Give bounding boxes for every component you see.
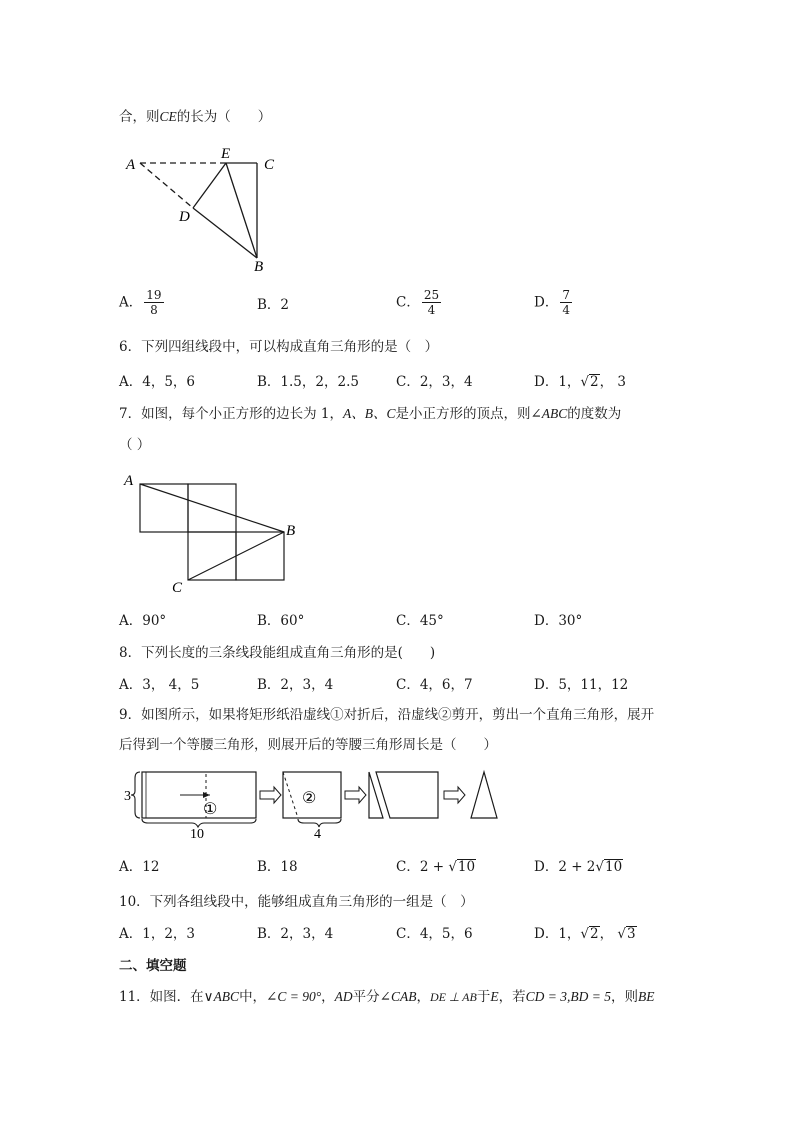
q5-option-c[interactable]: C． $\frac{25}{4}$: [396, 288, 440, 317]
q10-option-b[interactable]: B．2，3，4: [257, 926, 334, 942]
q9-cut-label: 4: [314, 827, 321, 842]
q10-stem: 10．下列各组线段中，能够组成直角三角形的一组是（ ）: [119, 894, 474, 910]
q7-label-b: B: [286, 523, 296, 539]
q9-mark2: ②: [302, 790, 317, 807]
q7-option-a[interactable]: A．90°: [119, 613, 167, 629]
q9-mark1: ①: [203, 801, 218, 818]
q9-option-b[interactable]: B．18: [257, 859, 298, 875]
q6-option-b[interactable]: B．1.5，2，2.5: [257, 374, 359, 390]
q7-stem-line2: （ ）: [119, 437, 151, 453]
q8-stem: 8．下列长度的三条线段能组成直角三角形的是( ): [119, 645, 436, 661]
q7-option-b[interactable]: B．60°: [257, 613, 305, 629]
q7-stem: 7．如图，每个小正方形的边长为 1，A、B、C是小正方形的顶点，则∠ABC的度数为: [119, 406, 622, 422]
q9-folding-figure: [118, 766, 508, 844]
q5-figure: [118, 140, 288, 275]
q9-stem-line1: 9．如图所示，如果将矩形纸沿虚线①对折后，沿虚线②剪开，剪出一个直角三角形，展开: [119, 707, 655, 723]
q8-option-b[interactable]: B．2，3，4: [257, 677, 334, 693]
q6-option-c[interactable]: C．2，3，4: [396, 374, 473, 390]
q10-option-d[interactable]: D．1，√2， √3: [534, 926, 636, 942]
q9-stem-line2: 后得到一个等腰三角形，则展开后的等腰三角形周长是（ ）: [119, 737, 497, 753]
q5-option-a[interactable]: A． $\frac{19}{8}$: [119, 288, 162, 317]
q10-option-a[interactable]: A．1，2，3: [119, 926, 196, 942]
q5-stem: 合，则CE的长为（ ）: [119, 109, 272, 125]
q7-option-c[interactable]: C．45°: [396, 613, 444, 629]
q9-width-label: 10: [190, 827, 204, 842]
q5-label-d: D: [179, 209, 190, 225]
q10-option-c[interactable]: C．4，5，6: [396, 926, 473, 942]
section-title: 二、填空题: [119, 958, 187, 974]
q5-label-e: E: [221, 146, 231, 162]
q6-stem: 6．下列四组线段中，可以构成直角三角形的是（ ）: [119, 339, 439, 355]
q7-option-d[interactable]: D．30°: [534, 613, 583, 629]
q5-label-c: C: [264, 157, 275, 173]
q6-option-a[interactable]: A．4，5，6: [119, 374, 196, 390]
q8-option-a[interactable]: A．3， 4，5: [119, 677, 200, 693]
q5-label-b: B: [254, 259, 264, 275]
q9-option-d[interactable]: D．2 + 2√10: [534, 859, 623, 875]
q7-label-c: C: [172, 580, 183, 596]
q5-label-a: A: [126, 157, 136, 173]
q7-grid-figure: [120, 468, 310, 596]
q11-stem: 11．如图．在∨ABC中，∠C = 90°，AD平分∠CAB，DE ⊥ AB于E，若CD = 3,BD = 5，则BE: [119, 989, 655, 1005]
q9-height-label: 3: [124, 789, 131, 804]
q7-label-a: A: [124, 473, 134, 489]
q9-option-a[interactable]: A．12: [119, 859, 160, 875]
q9-option-c[interactable]: C．2 + √10: [396, 859, 476, 875]
q6-option-d[interactable]: D．1，√2， 3: [534, 374, 627, 390]
q5-option-d[interactable]: D． $\frac{7}{4}$: [534, 288, 570, 317]
q8-option-c[interactable]: C．4，6，7: [396, 677, 473, 693]
q8-option-d[interactable]: D．5，11，12: [534, 677, 629, 693]
q5-option-b[interactable]: B．2: [257, 297, 290, 313]
